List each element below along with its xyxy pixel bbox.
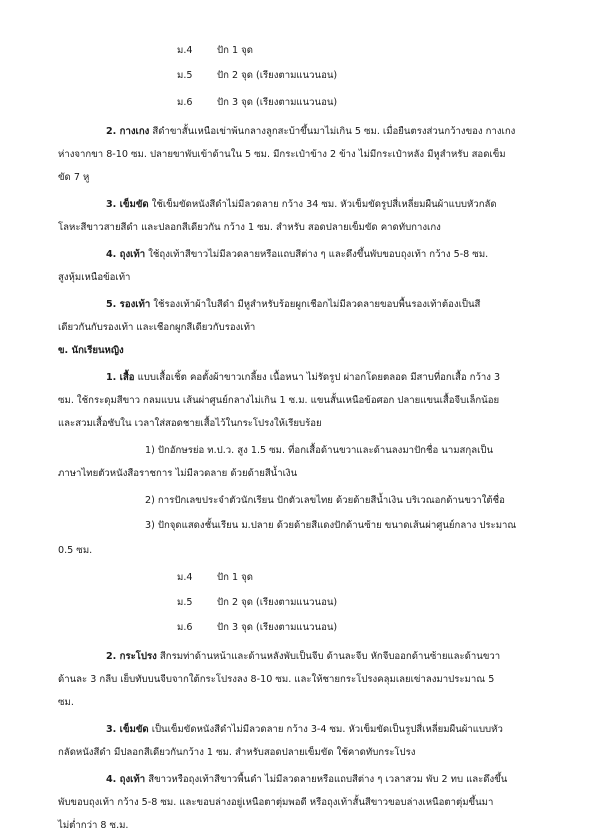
grade-dots: ปัก 1 จุด (217, 572, 253, 583)
girls-skirt-line-1: 2. กระโปรง สีกรมท่าด้านหน้าและด้านหลังพับเป็นจีบ ด้านละจีบ หักจีบออกด้านซ้ายและด้านขวา (106, 651, 501, 662)
grade-dots: ปัก 3 จุด (เรียงตามแนวนอน) (217, 622, 338, 633)
trousers-line-2: ห่างจากขา 8-10 ซม. ปลายขาพับเข้าด้านใน 5 ซม. มีกระเป๋าข้าง 2 ข้าง ไม่มีกระเป๋าหลัง มีหูสำหรับ สอดเข็ม (58, 149, 506, 160)
boys-socks-heading: 4. ถุงเท้า (106, 249, 146, 260)
grade-dots: ปัก 2 จุด (เรียงตามแนวนอน) (217, 70, 338, 81)
girls-skirt-heading: 2. กระโปรง (106, 651, 157, 662)
girls-shirt-note-3b: 0.5 ซม. (58, 545, 93, 556)
girls-shirt-note-2: 2) การปักเลขประจำตัวนักเรียน ปักตัวเลขไทย ด้วยด้ายสีน้ำเงิน บริเวณอกด้านขวาใต้ชื่อ (145, 495, 505, 506)
girls-skirt-line-2: ด้านละ 3 กลีบ เย็บทับบนจีบจากใต้กระโปรงลง 8-10 ซม. และให้ชายกระโปรงคลุมเลยเข่าลงมาประมาณ 5 (58, 674, 495, 685)
girls-socks-line-3: ไม่ต่ำกว่า 8 ซ.ม. (58, 820, 129, 831)
boys-shoes-line-2: เดียวกันกับรองเท้า และเชือกผูกสีเดียวกับรองเท้า (58, 322, 256, 333)
boys-level-m5 (177, 69, 338, 82)
girls-shirt-line-3: และสวมเสื้อซับใน เวลาใส่สอดชายเสื้อไว้ในกระโปรงให้เรียบร้อย (58, 418, 322, 429)
grade-label: ม.4 (177, 572, 193, 583)
girls-level-m4 (177, 571, 253, 584)
boys-belt-line-1: 3. เข็มขัด ใช้เข็มขัดหนังสีดำไม่มีลวดลาย กว้าง 34 ซม. หัวเข็มขัดรูปสี่เหลี่ยมผืนผ้าแบบหัวกลัด (106, 199, 497, 210)
girls-shirt-note-1b: ภาษาไทยตัวหนังสือราชการ ไม่มีลวดลาย ด้วยด้ายสีน้ำเงิน (58, 468, 298, 479)
girls-shirt-note-1a: 1) ปักอักษรย่อ ท.ป.ว. สูง 1.5 ซม. ที่อกเสื้อด้านขวาและด้านลงมาปักชื่อ นามสกุลเป็น (145, 445, 494, 456)
grade-label: ม.6 (177, 97, 193, 108)
girls-skirt-line-3: ซม. (58, 697, 74, 708)
girls-socks-heading: 4. ถุงเท้า (106, 774, 146, 785)
girls-belt-line-1: 3. เข็มขัด เป็นเข็มขัดหนังสีดำไม่มีลวดลาย กว้าง 3-4 ซม. หัวเข็มขัดเป็นรูปสี่เหลี่ยมผืนผ้าแบบหัว (106, 724, 503, 735)
boys-shoes-heading: 5. รองเท้า (106, 299, 151, 310)
grade-label: ม.5 (177, 597, 193, 608)
boys-socks-line-1: 4. ถุงเท้า ใช้ถุงเท้าสีขาวไม่มีลวดลายหรือแถบสีต่าง ๆ และดึงขึ้นพับขอบถุงเท้า กว้าง 5-8 ซม. (106, 249, 489, 260)
girls-belt-heading: 3. เข็มขัด (106, 724, 149, 735)
boys-socks-line-2: สูงหุ้มเหนือข้อเท้า (58, 272, 131, 283)
boys-level-m6 (177, 96, 338, 109)
trousers-heading: 2. กางเกง (106, 126, 150, 137)
girls-shirt-line-2: ซม. ใช้กระดุมสีขาว กลมแบน เส้นผ่าศูนย์กลางไม่เกิน 1 ซ.ม. แขนสั้นเหนือข้อศอก ปลายแขนเสื้อจีบเล็กน้อย (58, 395, 500, 406)
girls-socks-line-2: พับขอบถุงเท้า กว้าง 5-8 ซม. และขอบล่างอยู่เหนือตาตุ่มพอดี หรือถุงเท้าสั้นสีขาวขอบล่างเหนือตาตุ่มขึ้นมา (58, 797, 494, 808)
girls-level-m5 (177, 596, 338, 609)
trousers-line-3: ขัด 7 หู (58, 172, 90, 183)
boys-belt-line-2: โลหะสีขาวสายสีดำ และปลอกสีเดียวกัน กว้าง 1 ซม. สำหรับ สอดปลายเข็มขัด คาดทับกางเกง (58, 222, 441, 233)
girls-belt-line-2: กลัดหนังสีดำ มีปลอกสีเดียวกันกว้าง 1 ซม. สำหรับสอดปลายเข็มขัด ใช้คาดทับกระโปรง (58, 747, 416, 758)
girls-section-heading: ข. นักเรียนหญิง (58, 345, 124, 356)
boys-shoes-line-1: 5. รองเท้า ใช้รองเท้าผ้าใบสีดำ มีหูสำหรับร้อยผูกเชือกไม่มีลวดลายขอบพื้นรองเท้าต้องเป็นสี (106, 299, 481, 310)
grade-label: ม.4 (177, 45, 193, 56)
girls-level-m6 (177, 621, 338, 634)
girls-shirt-line-1: 1. เสื้อ แบบเสื้อเชิ้ต คอตั้งผ้าขาวเกลี้ยง เนื้อหนา ไม่รัดรูป ผ่าอกโดยตลอด มีสาบที่อกเสื้อ กว้าง 3 (106, 372, 501, 383)
boys-belt-heading: 3. เข็มขัด (106, 199, 149, 210)
grade-label: ม.6 (177, 622, 193, 633)
girls-shirt-heading: 1. เสื้อ (106, 372, 135, 383)
grade-dots: ปัก 2 จุด (เรียงตามแนวนอน) (217, 597, 338, 608)
girls-shirt-note-3a: 3) ปักจุดแสดงชั้นเรียน ม.ปลาย ด้วยด้ายสีแดงปักด้านซ้าย ขนาดเส้นผ่าศูนย์กลาง ประมาณ (145, 520, 517, 531)
boys-level-m4 (177, 44, 253, 57)
grade-dots: ปัก 1 จุด (217, 45, 253, 56)
grade-label: ม.5 (177, 70, 193, 81)
trousers-line-1: 2. กางเกง สีดำขาสั้นเหนือเข่าพ้นกลางลูกสะบ้าขึ้นมาไม่เกิน 5 ซม. เมื่อยืนตรงส่วนกว้างของ กางเกง (106, 126, 516, 137)
girls-socks-line-1: 4. ถุงเท้า สีขาวหรือถุงเท้าสีขาวพื้นดำ ไม่มีลวดลายหรือแถบสีต่าง ๆ เวลาสวม พับ 2 ทบ และดึงขึ้น (106, 774, 508, 785)
grade-dots: ปัก 3 จุด (เรียงตามแนวนอน) (217, 97, 338, 108)
